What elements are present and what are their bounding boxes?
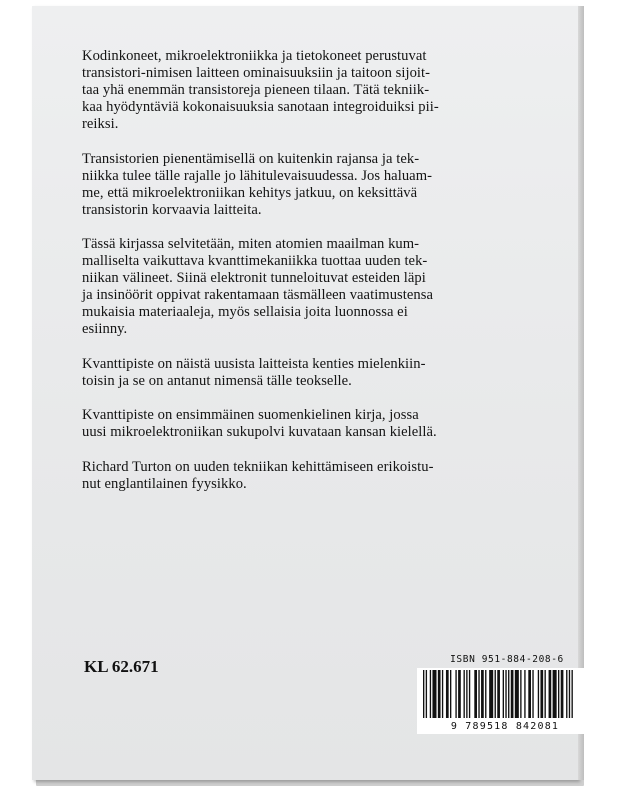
blurb-text (82, 48, 502, 510)
book-back-cover (32, 6, 578, 780)
barcode-bar (545, 670, 546, 718)
barcode-bar (438, 670, 441, 718)
blurb-paragraph: Richard Turton on uuden tekniikan kehittämiseen erikoistu- nut englantilainen fyysikko. (82, 458, 434, 492)
barcode-bar (426, 670, 427, 718)
barcode-bar (505, 670, 506, 718)
barcode-bar (572, 670, 573, 718)
blurb-paragraph: Kvanttipiste on näistä uusista laitteista kenties mielenkiin- toisin ja se on antanut nimensä tälle teokselle. (82, 355, 426, 389)
barcode-bar (532, 670, 533, 718)
barcode-bar (446, 670, 449, 718)
blurb-paragraph: Transistorien pienentämisellä on kuitenkin rajansa ja tek- niikka tulee tälle rajalle jo lähitulevaisuudessa. Jos haluam- me, että mikroelektroniikan kehitys jatkuu, on keksittävä transistorin korvaavia laitteita. (82, 150, 433, 218)
isbn-block (417, 654, 597, 734)
barcode-bar (561, 670, 564, 718)
blurb-paragraph: Kodinkoneet, mikroelektroniikka ja tietokoneet perustuvat transistori-nimisen laitteen ominaisuuksiin ja taitoon sijoit- taa yhä enemmän transistoreja pieneen tilaan. Tätä tekniik- kaa hyödyntäviä kokonaisuuksia sanotaan integroiduiksi pii- reiksi. (82, 48, 439, 132)
barcode-bar (458, 670, 461, 718)
barcode-bar (430, 670, 431, 718)
barcode-bar (497, 670, 500, 718)
library-classification: KL 62.671 (84, 657, 159, 676)
isbn-label: ISBN 951-884-208-6 (450, 654, 564, 665)
barcode-bar (474, 670, 477, 718)
barcode-bar (489, 670, 493, 718)
blurb-paragraph: Tässä kirjassa selvitetään, miten atomien maailman kum- malliselta vaikuttava kvanttimekaniikka tuottaa uuden tek- niikan välineet. Siinä elektronit tunneloituvat esteiden läpi ja insinöörit oppivat rakentamaan täsmälleen vaatimustensa mukaisia materiaaleja, myös sellaisia joita luonnossa ei esiinny. (82, 236, 434, 337)
barcode-bar (558, 670, 559, 718)
barcode-bar (432, 670, 436, 718)
ean-number: 9 789518 842081 (450, 721, 560, 732)
barcode-bar (442, 670, 443, 718)
blurb-paragraph: Kvanttipiste on ensimmäinen suomenkielinen kirja, jossa uusi mikroelektroniikan sukupolvi kuvataan kansan kielellä. (82, 407, 437, 440)
barcode-bar (553, 670, 557, 718)
barcode-bar (549, 670, 552, 718)
barcode-bar (524, 670, 525, 718)
barcode-bar (423, 670, 424, 718)
barcode-bar (566, 670, 567, 718)
barcode-bar (515, 670, 519, 718)
barcode-bar (528, 670, 531, 718)
barcode-bar (469, 670, 470, 718)
barcode-bar (511, 670, 514, 718)
barcode-bar (450, 670, 451, 718)
barcode-bar (503, 670, 504, 718)
barcode-bar (481, 670, 484, 718)
barcode-bar (495, 670, 496, 718)
barcode-bar (540, 670, 543, 718)
barcode-bar (520, 670, 521, 718)
barcode-bar (508, 670, 509, 718)
barcode-bar (455, 670, 456, 718)
barcode-bar (538, 670, 539, 718)
barcode-bar (464, 670, 465, 718)
barcode (417, 668, 593, 734)
barcode-bar (466, 670, 467, 718)
barcode-bar (569, 670, 570, 718)
barcode-bars (421, 670, 589, 720)
barcode-bar (478, 670, 479, 718)
barcode-bar (485, 670, 486, 718)
